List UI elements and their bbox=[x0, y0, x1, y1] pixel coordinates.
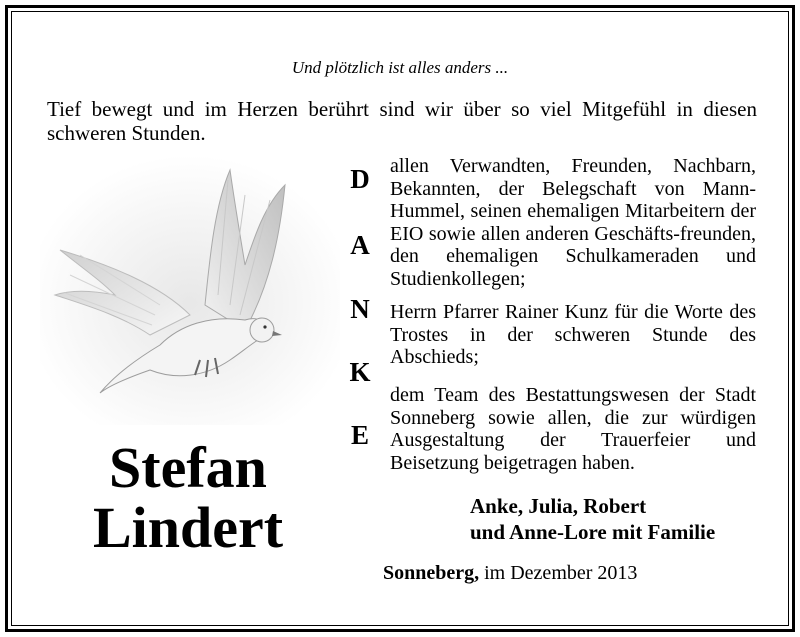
signature-line-1: Anke, Julia, Robert bbox=[470, 494, 647, 518]
deceased-first-name: Stefan bbox=[109, 435, 267, 500]
place-and-date bbox=[383, 562, 637, 585]
thanks-paragraph-funeral-service: dem Team des Bestattungswesen der Stadt Sonneberg sowie allen, die zur würdigen Ausgestaltung der Trauerfeier und Beisetzung beigetragen haben. bbox=[390, 384, 756, 474]
danke-letter-d: D bbox=[350, 164, 370, 194]
dove-icon bbox=[40, 155, 340, 425]
place-city: Sonneberg, bbox=[383, 562, 480, 584]
signature-line-2: und Anne-Lore mit Familie bbox=[470, 520, 716, 544]
motto: Und plötzlich ist alles anders ... bbox=[291, 58, 509, 77]
place-date: im Dezember 2013 bbox=[484, 562, 638, 584]
thanks-paragraph-pastor: Herrn Pfarrer Rainer Kunz für die Worte des Trostes in der schweren Stunde des Abschieds; bbox=[390, 301, 756, 368]
deceased-last-name: Lindert bbox=[92, 495, 284, 560]
danke-letter-e: E bbox=[350, 420, 369, 450]
thanks-paragraph-relatives: allen Verwandten, Freunden, Nachbarn, Bekannten, der Belegschaft von Mann-Hummel, seinen ehemaligen Mitarbeitern der EIO sowie allen anderen Geschäfts-freunden, den ehemaligen Schulkameraden und Studienkollegen; bbox=[390, 155, 756, 290]
danke-letter-a: A bbox=[350, 230, 370, 260]
intro-text: Tief bewegt und im Herzen berührt sind wir über so viel Mitgefühl in diesen schweren Stunden. bbox=[47, 97, 757, 145]
danke-letter-n: N bbox=[350, 294, 370, 324]
danke-letter-k: K bbox=[349, 357, 371, 387]
